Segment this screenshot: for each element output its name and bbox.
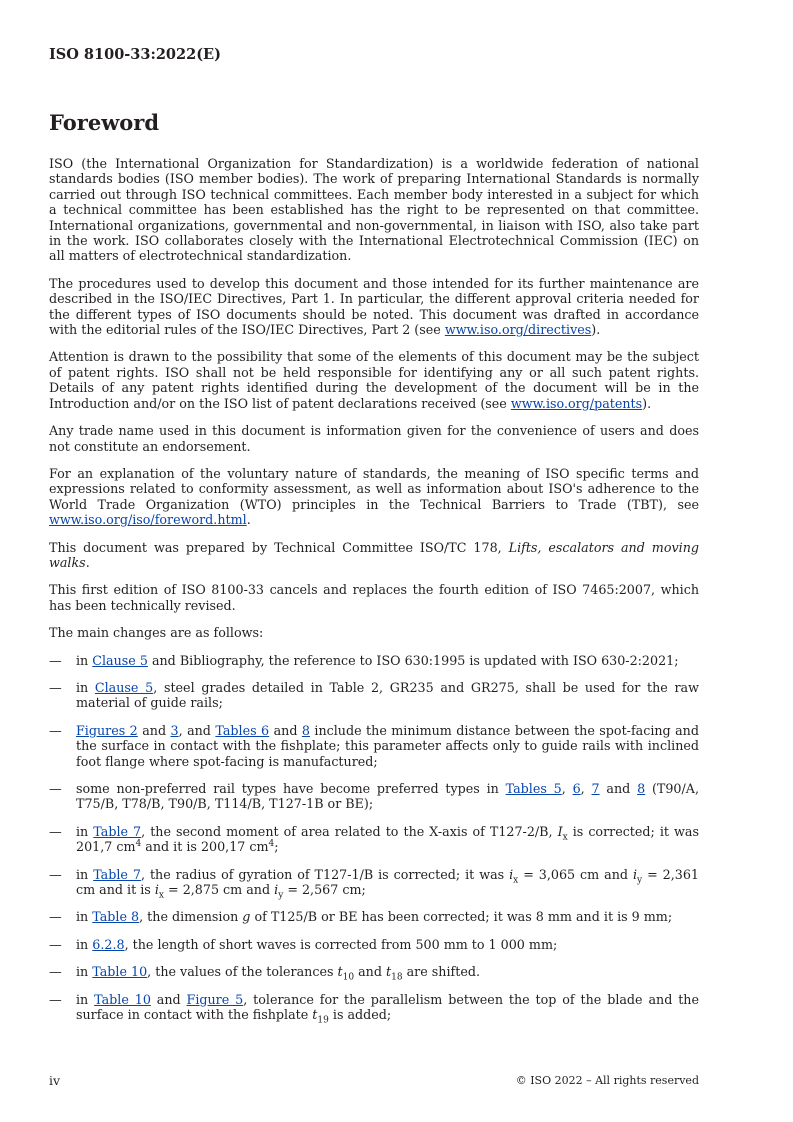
list-item-change-5: — in Table 7, the second moment of area related to the X-axis of T127-2/B, $I_x$ is corrected; it was 201,7 $cm^4$ and it is 200,17 $cm^4$; <box>49 824 699 855</box>
link-directives[interactable]: www.iso.org/directives <box>444 322 592 338</box>
list-item-change-8: — in 6.2.8, the length of short waves is corrected from 500 mm to 1 000 mm; <box>49 937 699 952</box>
link-figure-5[interactable]: Figure 5 <box>186 991 244 1007</box>
paragraph-edition: This first edition of ISO 8100-33 cancels and replaces the fourth edition of ISO 7465:2007, which has been technically revised. <box>49 582 699 613</box>
link-table-6[interactable]: 6 <box>572 781 581 796</box>
link-table-8[interactable]: Table 8 <box>92 909 140 925</box>
link-table-8[interactable]: 8 <box>637 781 646 796</box>
paragraph-procedures: The procedures used to develop this document and those intended for its further maintenance are described in the ISO/IEC Directives, Part 1. In particular, the different approval criteria needed for the different types of ISO documents should be noted. This document was drafted in accordance with the editorial rules of the ISO/IEC Directives, Part 2 (see www.iso.org/directives). <box>49 275 699 338</box>
link-table-7[interactable]: Table 7 <box>93 823 142 839</box>
list-item-change-7: — in Table 8, the dimension g of T125/B or BE has been corrected; it was 8 mm and it is 9 mm; <box>49 909 699 924</box>
paragraph-trade-name: Any trade name used in this document is information given for the convenience of users and does not constitute an endorsement. <box>49 423 699 454</box>
list-item-change-4: — some non-preferred rail types have become preferred types in Tables 5, 6, 7 and 8 (T90/A, T75/B, T78/B, T90/B, T114/B, T127-1B or BE); <box>49 781 699 812</box>
link-tables-6[interactable]: Tables 6 <box>215 722 270 738</box>
link-clause-5[interactable]: Clause 5 <box>94 679 154 695</box>
copyright-notice: © ISO 2022 – All rights reserved <box>515 1074 699 1087</box>
link-table-8[interactable]: 8 <box>301 722 310 738</box>
link-tables-5[interactable]: Tables 5 <box>505 781 562 796</box>
link-table-7[interactable]: 7 <box>591 781 600 796</box>
changes-list <box>49 652 699 1026</box>
page-title: Foreword <box>49 110 160 135</box>
list-item-change-10: — in Table 10 and Figure 5, tolerance for the parallelism between the top of the blade and the surface in contact with the fishplate $t_{19}$ is added; <box>49 992 699 1023</box>
paragraph-patents: Attention is drawn to the possibility that some of the elements of this document may be the subject of patent rights. ISO shall not be held responsible for identifying any or all such patent rights. Details of any patent rights identified during the development of the document will be in the Introduction and/or on the ISO list of patent declarations received (see www.iso.org/patents). <box>49 349 699 411</box>
list-item-change-2: — in Clause 5, steel grades detailed in Table 2, GR235 and GR275, shall be used for the raw material of guide rails; <box>49 680 699 711</box>
list-item-change-3: — Figures 2 and 3, and Tables 6 and 8 include the minimum distance between the spot-facing and the surface in contact with the fishplate; this parameter affects only to guide rails with inclined foot flange where spot-facing is manufactured; <box>49 723 699 769</box>
link-clause-6-2-8[interactable]: 6.2.8 <box>92 936 125 952</box>
paragraph-changes-intro: The main changes are as follows: <box>49 625 264 641</box>
list-item-change-9: — in Table 10, the values of the tolerances $t_{10}$ and $t_{18}$ are shifted. <box>49 964 699 979</box>
link-foreword[interactable]: www.iso.org/iso/foreword.html <box>49 512 247 528</box>
paragraph-voluntary-nature: For an explanation of the voluntary nature of standards, the meaning of ISO specific terms and expressions related to conformity assessment, as well as information about ISO's adherence to the World Trade Organization (WTO) principles in the Technical Barriers to Trade (TBT), see www.iso.org/iso/foreword.html. <box>49 465 699 528</box>
link-clause-5[interactable]: Clause 5 <box>92 652 148 668</box>
link-figure-3[interactable]: 3 <box>170 722 179 738</box>
link-patents[interactable]: www.iso.org/patents <box>510 395 643 411</box>
list-item-change-6: — in Table 7, the radius of gyration of T127-1/B is corrected; it was $i_x = 3,065$ cm and $i_y = 2,361$ cm and it is $i_x = 2,875$ cm and $i_y = 2,567$ cm; <box>49 867 699 898</box>
link-table-7[interactable]: Table 7 <box>93 866 141 882</box>
paragraph-iso-intro: ISO (the International Organization for Standardization) is a worldwide federation of national standards bodies (ISO member bodies). The work of preparing International Standards is normally carried out through ISO technical committees. Each member body interested in a subject for which a technical committee has been established has the right to be represented on that committee. International organizations, governmental and non-governmental, in liaison with ISO, also take part in the work. ISO collaborates closely with the International Electrotechnical Commission (IEC) on all matters of electrotechnical standardization. <box>49 156 699 264</box>
link-table-10[interactable]: Table 10 <box>92 964 148 980</box>
document-id-header: ISO 8100-33:2022(E) <box>49 46 221 63</box>
paragraph-committee: This document was prepared by Technical Committee ISO/TC 178, Lifts, escalators and moving walks. <box>49 539 699 570</box>
foreword-body <box>49 156 699 1034</box>
page-number: iv <box>49 1073 61 1088</box>
link-figures-2[interactable]: Figures 2 <box>76 722 138 738</box>
link-table-10[interactable]: Table 10 <box>94 991 151 1007</box>
list-item-change-1: — in Clause 5 and Bibliography, the reference to ISO 630:1995 is updated with ISO 630-2:2021; <box>49 653 699 668</box>
